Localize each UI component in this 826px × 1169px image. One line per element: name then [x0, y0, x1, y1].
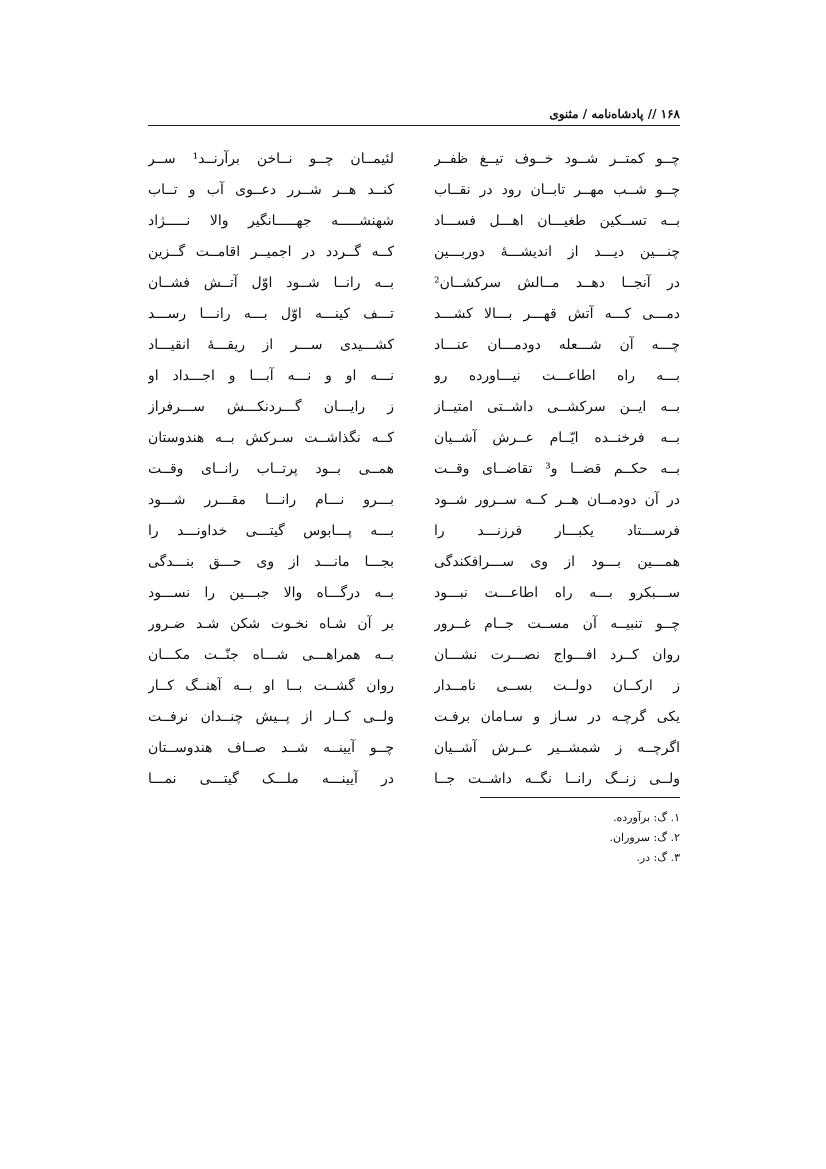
couplet — [148, 144, 680, 175]
couplet — [148, 547, 680, 578]
footnote-rule — [480, 797, 680, 798]
couplet — [148, 578, 680, 609]
second-hemistich: بــه رانــا شــود اوّل آتــش فشــان — [148, 275, 394, 291]
first-hemistich: چـــه آن شـــعله دودمـــان عنـــاد — [434, 337, 680, 353]
second-hemistich: روان گشــت بــا او بــه آهنــگ کــار — [148, 678, 394, 694]
couplet — [148, 764, 680, 795]
first-hemistich: در آنجــا دهــد مــالش سرکشــان² — [434, 275, 680, 291]
first-hemistich: بــه ایــن سرکشــی داشــتی امتیــاز — [434, 399, 680, 415]
first-hemistich: بــه حکــم قضــا و³ تقاضــای وقــت — [434, 461, 680, 477]
couplet — [148, 330, 680, 361]
first-hemistich: ز ارکــان دولــت بســی نامــدار — [434, 678, 680, 694]
first-hemistich: ســـبکرو بـــه راه اطاعـــت نبـــود — [434, 585, 680, 601]
couplet — [148, 392, 680, 423]
couplet — [148, 640, 680, 671]
couplet — [148, 671, 680, 702]
first-hemistich: دمـــی کـــه آتش قهـــر بـــالا کشـــد — [434, 306, 680, 322]
first-hemistich: بــه فرخنــده ایّــام عــرش آشــیان — [434, 430, 680, 446]
first-hemistich: چــو شــب مهــر تابــان رود در نقــاب — [434, 182, 680, 198]
couplet — [148, 516, 680, 547]
second-hemistich: کــه گــردد در اجمیــر اقامــت گــزین — [148, 244, 394, 260]
couplet — [148, 299, 680, 330]
first-hemistich: فرســـتاد یکبـــار فرزنـــد را — [434, 523, 680, 539]
first-hemistich: اگرچــه ز شمشــیر عــرش آشــیان — [434, 740, 680, 756]
couplet — [148, 733, 680, 764]
couplet — [148, 237, 680, 268]
footnote-3: ۳. گ: در. — [636, 851, 680, 864]
footnote-2: ۲. گ: سروران. — [609, 831, 680, 844]
header-rule — [148, 125, 680, 126]
couplet — [148, 454, 680, 485]
couplet — [148, 423, 680, 454]
footnotes — [400, 808, 680, 868]
running-header: ۱۶۸ // پادشاه‌نامه / مثنوی — [549, 107, 680, 121]
first-hemistich: در آن دودمــان هــر کــه ســرور شــود — [434, 492, 680, 508]
poem-body — [148, 144, 680, 795]
first-hemistich: روان کــرد افـــواج نصـــرت نشـــان — [434, 647, 680, 663]
second-hemistich: ولــی کــار از پــیش چنــدان نرفــت — [148, 709, 394, 725]
second-hemistich: بجـــا مانـــد از وی حـــق بنـــدگی — [148, 554, 394, 570]
second-hemistich: بر آن شـاه نخـوت شکن شـد ضـرور — [148, 616, 394, 632]
first-hemistich: ولــی زنــگ رانــا نگــه داشــت جــا — [434, 771, 680, 787]
second-hemistich: بــه درگـــاه والا جبـــین را نســـود — [148, 585, 394, 601]
second-hemistich: کنــد هــر شــرر دعــوی آب و تــاب — [148, 182, 394, 198]
second-hemistich: چــو آیینــه شــد صــاف هندوســتان — [148, 740, 394, 756]
second-hemistich: شهنشـــــه جهـــــانگیر والا نـــــژاد — [148, 213, 394, 229]
second-hemistich: تـــف کینـــه اوّل بـــه رانـــا رســـد — [148, 306, 394, 322]
couplet — [148, 609, 680, 640]
couplet — [148, 206, 680, 237]
second-hemistich: بــه همراهـــی شـــاه جنّــت مکـــان — [148, 647, 394, 663]
second-hemistich: کشـــیدی ســـر از ریقـــهٔ انقیـــاد — [148, 337, 394, 353]
couplet — [148, 361, 680, 392]
footnote-1: ۱. گ: برآورده. — [613, 811, 680, 824]
second-hemistich: همــی بــود پرتــاب رانــای وقــت — [148, 461, 394, 477]
second-hemistich: ز رایـــان گـــردنکـــش ســـرفراز — [148, 399, 394, 415]
first-hemistich: چــو کمتــر شــود خــوف تیــغ ظفــر — [434, 151, 680, 167]
couplet — [148, 485, 680, 516]
second-hemistich: نـــه او و نـــه آبـــا و اجـــداد او — [148, 368, 394, 384]
second-hemistich: در آیینـــه ملـــک گیتـــی نمـــا — [148, 771, 394, 787]
couplet — [148, 268, 680, 299]
first-hemistich: چنـــین دیـــد از اندیشـــهٔ دوربـــین — [434, 244, 680, 260]
first-hemistich: بــه تســکین طغیـــان اهـــل فســـاد — [434, 213, 680, 229]
second-hemistich: بـــرو نـــام رانـــا مقـــرر شـــود — [148, 492, 394, 508]
first-hemistich: یکی گرچـه در سـاز و سـامان برفـت — [434, 709, 680, 725]
second-hemistich: لئیمــان چــو نــاخن برآرنــد¹ ســر — [148, 151, 394, 167]
couplet — [148, 175, 680, 206]
second-hemistich: کــه نگذاشــت سـرکش بــه هندوستان — [148, 430, 394, 446]
couplet — [148, 702, 680, 733]
first-hemistich: بـــه راه اطاعـــت نیـــاورده رو — [434, 368, 680, 384]
first-hemistich: همـــین بـــود از وی ســـرافکندگی — [434, 554, 680, 570]
second-hemistich: بـــه پـــابوس گیتـــی خداونـــد را — [148, 523, 394, 539]
first-hemistich: چــو تنبیــه آن مســت جــام غــرور — [434, 616, 680, 632]
